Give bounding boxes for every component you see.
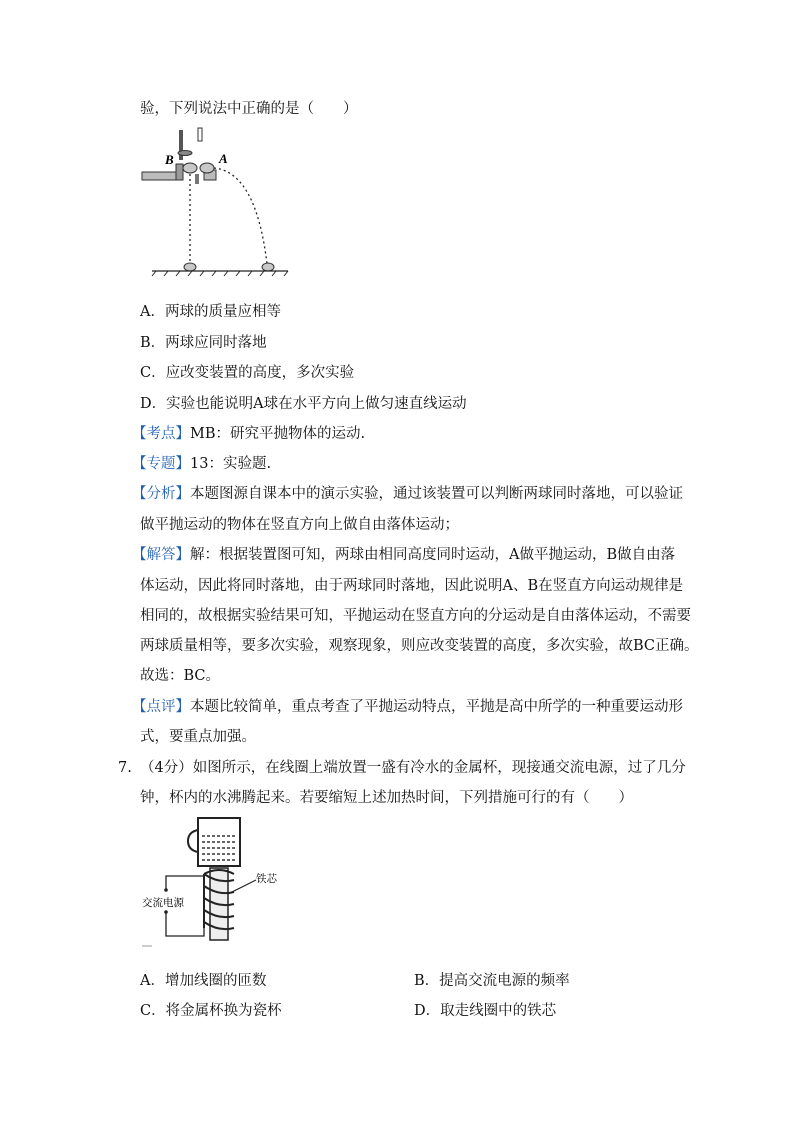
kaodian-tag: 【考点】	[132, 426, 190, 442]
q7-stem-line-2: 钟，杯内的水沸腾起来。若要缩短上述加热时间，下列措施可行的有（ ）	[140, 790, 633, 806]
platform	[142, 172, 180, 180]
ball-b	[183, 163, 197, 173]
kaodian-line	[132, 424, 365, 444]
zhuanti-text: 13：实验题.	[190, 456, 272, 472]
power-label: 交流电源	[142, 897, 184, 909]
jieda-tag: 【解答】	[132, 547, 190, 563]
label-b: B	[165, 152, 174, 167]
fenxi-text-1: 本题图源自课本中的演示实验，通过该装置可以判断两球同时落地，可以验证	[190, 486, 683, 502]
dianping-line-1	[132, 697, 683, 717]
dianping-text-1: 本题比较简单，重点考查了平抛运动特点，平抛是高中所学的一种重要运动形	[190, 699, 683, 715]
induction-heating-figure	[138, 814, 318, 954]
q7-stem-line-1: （4分）如图所示，在线圈上端放置一盛有冷水的金属杯，现接通交流电源，过了几分	[140, 760, 686, 776]
q7-option-c[interactable]: C．将金属杯换为瓷杯	[140, 1003, 282, 1019]
q7-option-d[interactable]: D．取走线圈中的铁芯	[414, 1003, 557, 1019]
jieda-line-4: 两球质量相等，要多次实验，观察现象，则应改变装置的高度，多次实验，故BC正确。	[140, 638, 699, 654]
fenxi-line-2: 做平抛运动的物体在竖直方向上做自由落体运动；	[140, 517, 459, 533]
jieda-line-5: 故选：BC。	[140, 668, 221, 684]
zhuanti-tag: 【专题】	[132, 456, 190, 472]
jieda-line-1	[132, 545, 675, 565]
q6-option-a[interactable]: A．两球的质量应相等	[140, 304, 281, 320]
cup-handle	[188, 830, 198, 852]
q7-option-b[interactable]: B．提高交流电源的频率	[414, 973, 570, 989]
q7-option-a[interactable]: A．增加线圈的匝数	[140, 973, 267, 989]
core-label: 铁芯	[256, 873, 277, 885]
label-a: A	[219, 151, 228, 166]
zhuanti-line	[132, 454, 271, 474]
q6-option-b[interactable]: B．两球应同时落地	[140, 335, 267, 351]
dianping-tag: 【点评】	[132, 699, 190, 715]
projectile-apparatus-figure	[138, 124, 298, 280]
projectile-path	[214, 168, 267, 264]
q7-number: 7.	[118, 760, 132, 776]
kaodian-text: MB：研究平抛物体的运动.	[190, 426, 366, 442]
q6-option-d[interactable]: D．实验也能说明A球在水平方向上做匀速直线运动	[140, 396, 467, 412]
jieda-text-1: 解：根据装置图可知，两球由相同高度同时运动，A做平抛运动，B做自由落	[190, 547, 676, 563]
dianping-line-2: 式，要重点加强。	[140, 729, 256, 745]
q6-option-c[interactable]: C．应改变装置的高度，多次实验	[140, 365, 355, 381]
fenxi-line-1	[132, 484, 683, 504]
jieda-line-3: 相同的，故根据实验结果可知，平抛运动在竖直方向的分运动是自由落体运动，不需要	[140, 608, 691, 624]
fenxi-tag: 【分析】	[132, 486, 190, 502]
jieda-line-2: 体运动，因此将同时落地，由于两球同时落地，因此说明A、B在竖直方向运动规律是	[140, 578, 684, 594]
ball-a	[200, 163, 214, 173]
q6-stem-tail: 验，下列说法中正确的是（ ）	[140, 101, 358, 117]
